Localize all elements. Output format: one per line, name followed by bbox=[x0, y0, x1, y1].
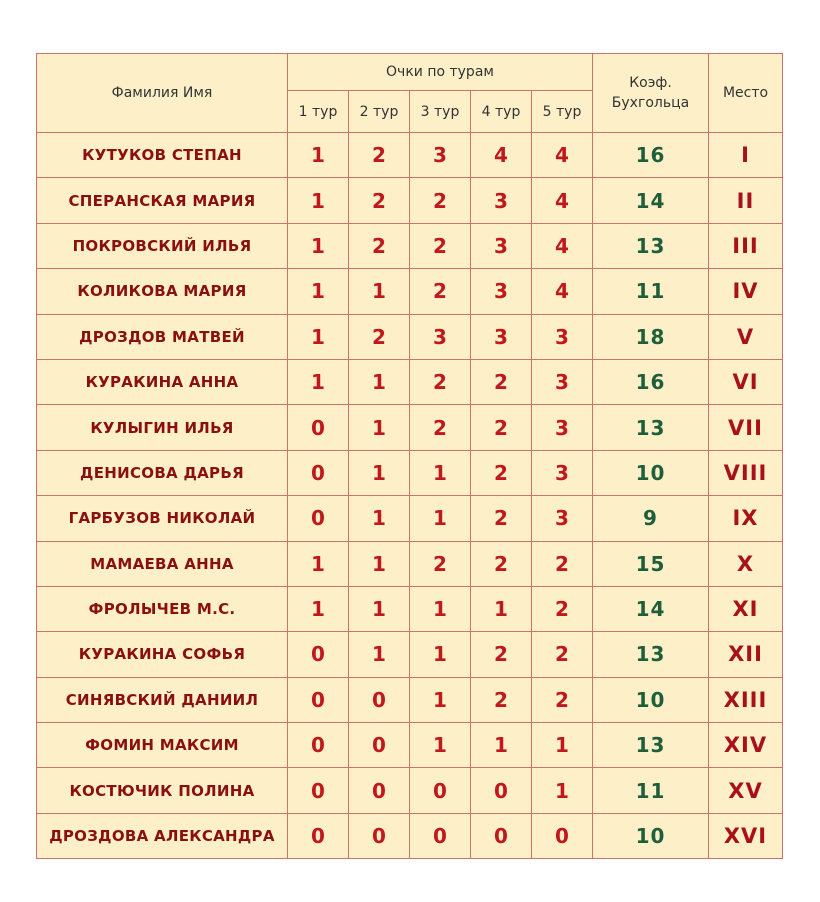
round-3-score: 2 bbox=[410, 359, 471, 404]
round-2-score: 1 bbox=[349, 450, 410, 495]
player-name: ДРОЗДОВА АЛЕКСАНДРА bbox=[37, 813, 288, 858]
place-value: V bbox=[709, 314, 783, 359]
round-3-score: 1 bbox=[410, 496, 471, 541]
round-5-score: 1 bbox=[532, 723, 593, 768]
round-1-score: 0 bbox=[288, 723, 349, 768]
round-3-score: 1 bbox=[410, 586, 471, 631]
round-3-score: 2 bbox=[410, 223, 471, 268]
round-5-score: 3 bbox=[532, 405, 593, 450]
round-5-score: 4 bbox=[532, 223, 593, 268]
round-5-score: 4 bbox=[532, 133, 593, 178]
round-5-score: 2 bbox=[532, 632, 593, 677]
table-row bbox=[37, 677, 783, 722]
table-body bbox=[37, 133, 783, 859]
place-value: III bbox=[709, 223, 783, 268]
player-name: ФОМИН МАКСИМ bbox=[37, 723, 288, 768]
header-name: Фамилия Имя bbox=[37, 54, 288, 133]
buchholz-coefficient: 13 bbox=[593, 223, 709, 268]
player-name: КУЛЫГИН ИЛЬЯ bbox=[37, 405, 288, 450]
place-value: IX bbox=[709, 496, 783, 541]
buchholz-coefficient: 16 bbox=[593, 133, 709, 178]
round-1-score: 1 bbox=[288, 269, 349, 314]
header-round-3: 3 тур bbox=[410, 91, 471, 133]
round-2-score: 2 bbox=[349, 314, 410, 359]
buchholz-coefficient: 14 bbox=[593, 178, 709, 223]
round-2-score: 0 bbox=[349, 677, 410, 722]
round-2-score: 1 bbox=[349, 541, 410, 586]
header-round-2: 2 тур bbox=[349, 91, 410, 133]
round-3-score: 2 bbox=[410, 269, 471, 314]
round-4-score: 2 bbox=[471, 632, 532, 677]
place-value: XII bbox=[709, 632, 783, 677]
round-5-score: 2 bbox=[532, 541, 593, 586]
table-row bbox=[37, 632, 783, 677]
table-row bbox=[37, 813, 783, 858]
place-value: XIV bbox=[709, 723, 783, 768]
round-2-score: 1 bbox=[349, 405, 410, 450]
place-value: IV bbox=[709, 269, 783, 314]
round-4-score: 4 bbox=[471, 133, 532, 178]
round-3-score: 1 bbox=[410, 677, 471, 722]
table-row bbox=[37, 768, 783, 813]
round-5-score: 0 bbox=[532, 813, 593, 858]
place-value: II bbox=[709, 178, 783, 223]
table-row bbox=[37, 723, 783, 768]
round-1-score: 1 bbox=[288, 314, 349, 359]
round-4-score: 0 bbox=[471, 813, 532, 858]
player-name: СПЕРАНСКАЯ МАРИЯ bbox=[37, 178, 288, 223]
round-5-score: 1 bbox=[532, 768, 593, 813]
place-value: XI bbox=[709, 586, 783, 631]
buchholz-coefficient: 15 bbox=[593, 541, 709, 586]
buchholz-coefficient: 16 bbox=[593, 359, 709, 404]
table-row bbox=[37, 359, 783, 404]
round-4-score: 2 bbox=[471, 450, 532, 495]
buchholz-coefficient: 18 bbox=[593, 314, 709, 359]
table-row bbox=[37, 586, 783, 631]
buchholz-coefficient: 14 bbox=[593, 586, 709, 631]
table-row bbox=[37, 496, 783, 541]
round-1-score: 1 bbox=[288, 133, 349, 178]
round-4-score: 2 bbox=[471, 496, 532, 541]
round-4-score: 0 bbox=[471, 768, 532, 813]
header-round-4: 4 тур bbox=[471, 91, 532, 133]
round-2-score: 1 bbox=[349, 496, 410, 541]
round-3-score: 1 bbox=[410, 450, 471, 495]
round-4-score: 2 bbox=[471, 405, 532, 450]
round-5-score: 3 bbox=[532, 359, 593, 404]
round-4-score: 3 bbox=[471, 269, 532, 314]
table-row bbox=[37, 223, 783, 268]
buchholz-coefficient: 11 bbox=[593, 768, 709, 813]
round-1-score: 0 bbox=[288, 496, 349, 541]
place-value: XVI bbox=[709, 813, 783, 858]
round-4-score: 1 bbox=[471, 586, 532, 631]
player-name: ДРОЗДОВ МАТВЕЙ bbox=[37, 314, 288, 359]
round-2-score: 1 bbox=[349, 586, 410, 631]
buchholz-coefficient: 10 bbox=[593, 450, 709, 495]
round-5-score: 4 bbox=[532, 178, 593, 223]
place-value: VII bbox=[709, 405, 783, 450]
round-1-score: 0 bbox=[288, 813, 349, 858]
round-4-score: 2 bbox=[471, 541, 532, 586]
round-3-score: 1 bbox=[410, 632, 471, 677]
place-value: XIII bbox=[709, 677, 783, 722]
player-name: КОСТЮЧИК ПОЛИНА bbox=[37, 768, 288, 813]
header-buchholz-line1: Коэф. bbox=[629, 75, 672, 91]
round-2-score: 1 bbox=[349, 269, 410, 314]
table-header bbox=[37, 54, 783, 133]
player-name: КУРАКИНА АННА bbox=[37, 359, 288, 404]
round-5-score: 3 bbox=[532, 496, 593, 541]
place-value: XV bbox=[709, 768, 783, 813]
round-1-score: 1 bbox=[288, 178, 349, 223]
round-2-score: 0 bbox=[349, 723, 410, 768]
player-name: КУРАКИНА СОФЬЯ bbox=[37, 632, 288, 677]
table-row bbox=[37, 450, 783, 495]
standings-table bbox=[36, 53, 783, 859]
buchholz-coefficient: 13 bbox=[593, 405, 709, 450]
player-name: МАМАЕВА АННА bbox=[37, 541, 288, 586]
round-1-score: 1 bbox=[288, 586, 349, 631]
round-1-score: 1 bbox=[288, 223, 349, 268]
header-buchholz-line2: Бухгольца bbox=[611, 95, 690, 111]
buchholz-coefficient: 13 bbox=[593, 632, 709, 677]
round-2-score: 1 bbox=[349, 359, 410, 404]
round-3-score: 0 bbox=[410, 768, 471, 813]
round-3-score: 2 bbox=[410, 541, 471, 586]
round-4-score: 1 bbox=[471, 723, 532, 768]
table-row bbox=[37, 541, 783, 586]
header-round-1: 1 тур bbox=[288, 91, 349, 133]
round-1-score: 0 bbox=[288, 768, 349, 813]
round-3-score: 2 bbox=[410, 178, 471, 223]
header-round-5: 5 тур bbox=[532, 91, 593, 133]
round-1-score: 0 bbox=[288, 677, 349, 722]
round-5-score: 3 bbox=[532, 314, 593, 359]
round-2-score: 2 bbox=[349, 133, 410, 178]
round-3-score: 3 bbox=[410, 314, 471, 359]
round-5-score: 3 bbox=[532, 450, 593, 495]
round-3-score: 1 bbox=[410, 723, 471, 768]
buchholz-coefficient: 10 bbox=[593, 813, 709, 858]
round-2-score: 2 bbox=[349, 178, 410, 223]
table-row bbox=[37, 178, 783, 223]
round-3-score: 0 bbox=[410, 813, 471, 858]
player-name: СИНЯВСКИЙ ДАНИИЛ bbox=[37, 677, 288, 722]
round-1-score: 0 bbox=[288, 450, 349, 495]
table-row bbox=[37, 314, 783, 359]
round-2-score: 0 bbox=[349, 768, 410, 813]
round-4-score: 3 bbox=[471, 178, 532, 223]
round-1-score: 0 bbox=[288, 632, 349, 677]
round-2-score: 0 bbox=[349, 813, 410, 858]
round-4-score: 2 bbox=[471, 359, 532, 404]
place-value: VI bbox=[709, 359, 783, 404]
place-value: VIII bbox=[709, 450, 783, 495]
player-name: ПОКРОВСКИЙ ИЛЬЯ bbox=[37, 223, 288, 268]
player-name: КУТУКОВ СТЕПАН bbox=[37, 133, 288, 178]
round-5-score: 4 bbox=[532, 269, 593, 314]
buchholz-coefficient: 10 bbox=[593, 677, 709, 722]
buchholz-coefficient: 9 bbox=[593, 496, 709, 541]
header-rounds-group: Очки по турам bbox=[288, 54, 593, 91]
player-name: ФРОЛЫЧЕВ М.С. bbox=[37, 586, 288, 631]
round-1-score: 0 bbox=[288, 405, 349, 450]
buchholz-coefficient: 11 bbox=[593, 269, 709, 314]
round-4-score: 2 bbox=[471, 677, 532, 722]
round-1-score: 1 bbox=[288, 359, 349, 404]
header-buchholz bbox=[593, 54, 709, 133]
table-row bbox=[37, 269, 783, 314]
place-value: X bbox=[709, 541, 783, 586]
round-1-score: 1 bbox=[288, 541, 349, 586]
round-4-score: 3 bbox=[471, 314, 532, 359]
round-2-score: 1 bbox=[349, 632, 410, 677]
round-5-score: 2 bbox=[532, 677, 593, 722]
table-row bbox=[37, 133, 783, 178]
round-3-score: 3 bbox=[410, 133, 471, 178]
player-name: ДЕНИСОВА ДАРЬЯ bbox=[37, 450, 288, 495]
round-3-score: 2 bbox=[410, 405, 471, 450]
table-row bbox=[37, 405, 783, 450]
round-2-score: 2 bbox=[349, 223, 410, 268]
round-4-score: 3 bbox=[471, 223, 532, 268]
buchholz-coefficient: 13 bbox=[593, 723, 709, 768]
round-5-score: 2 bbox=[532, 586, 593, 631]
player-name: ГАРБУЗОВ НИКОЛАЙ bbox=[37, 496, 288, 541]
header-place: Место bbox=[709, 54, 783, 133]
player-name: КОЛИКОВА МАРИЯ bbox=[37, 269, 288, 314]
place-value: I bbox=[709, 133, 783, 178]
